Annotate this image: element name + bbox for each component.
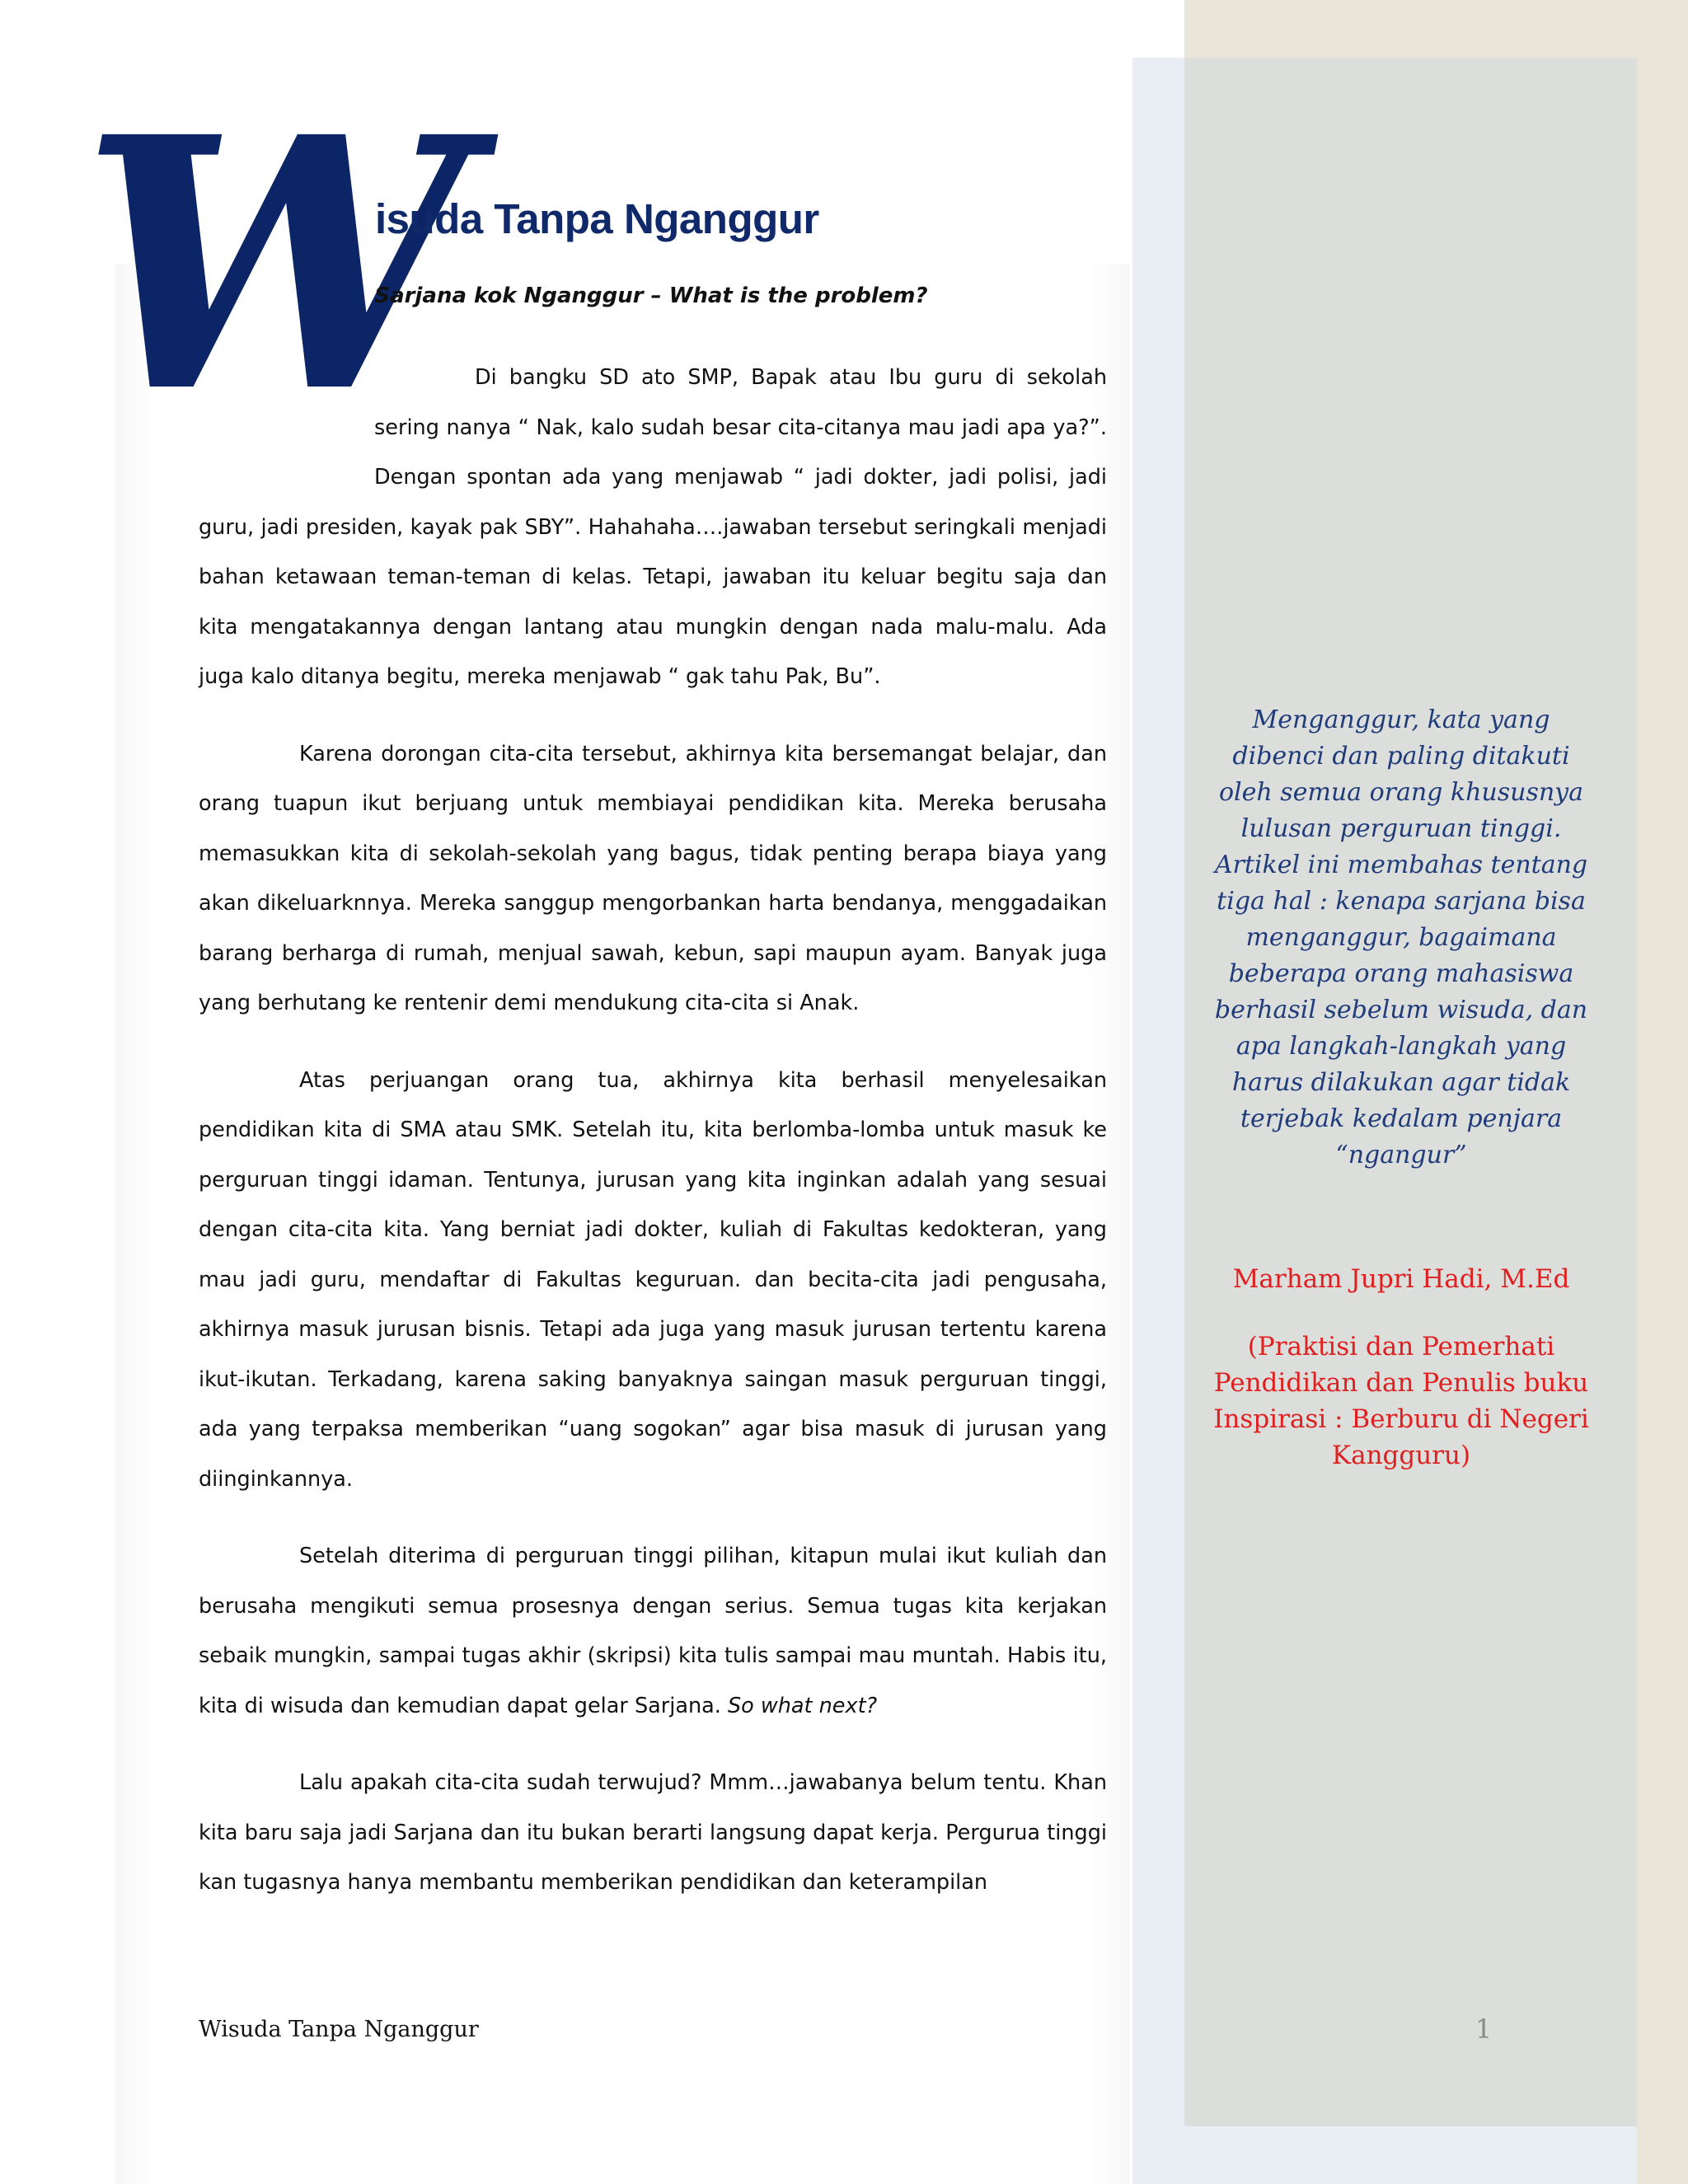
- drop-cap: W: [81, 63, 470, 469]
- article-subtitle: Sarjana kok Nganggur – What is the problem?: [374, 284, 928, 308]
- paragraph-3: Atas perjuangan orang tua, akhirnya kita berhasil menyelesaikan pendidikan kita di SMA atau SMK. Setelah itu, kita berlomba-lomba untuk masuk ke perguruan tinggi idaman. Tentunya, jurusan yang kita inginkan adalah yang sesuai dengan cita-cita kita. Yang berniat jadi dokter, kuliah di Fakultas kedokteran, yang mau jadi guru, mendaftar di Fakultas keguruan. dan becita-cita jadi pengusaha, akhirnya masuk jurusan bisnis. Tetapi ada juga yang masuk jurusan tertentu karena ikut-ikutan. Terkadang, karena saking banyaknya saingan masuk perguruan tinggi, ada yang terpaksa memberikan “uang sogokan” agar bisa masuk di jurusan yang diinginkannya.: [199, 1067, 1107, 1492]
- author-description: (Praktisi dan Pemerhati Pendidikan dan Penulis buku Inspirasi : Berburu di Negeri Kangguru): [1213, 1332, 1589, 1470]
- paragraph-5: Lalu apakah cita-cita sudah terwujud? Mmm…jawabanya belum tentu. Khan kita baru saja jadi Sarjana dan itu bukan berarti langsung dapat kerja. Pergurua tinggi kan tugasnya hanya membantu memberikan pendidikan dan keterampilan: [199, 1770, 1107, 1895]
- drop-cap-spacer: [199, 353, 374, 501]
- paragraph-1-text: Di bangku SD ato SMP, Bapak atau Ibu guru di sekolah sering nanya “ Nak, kalo sudah besar cita-citanya mau jadi apa ya?”. Dengan spontan ada yang menjawab “ jadi dokter, jadi polisi, jadi guru, jadi presiden, kayak pak SBY”. Hahahaha….jawaban tersebut seringkali menjadi bahan ketawaan teman-teman di kelas. Tetapi, jawaban itu keluar begitu saja dan kita mengatakannya dengan lantang atau mungkin dengan nada malu-malu. Ada juga kalo ditanya begitu, mereka menjawab “ gak tahu Pak, Bu”.: [199, 365, 1107, 689]
- page-number: 1: [1475, 2013, 1493, 2045]
- article-title: isuda Tanpa Nganggur: [375, 195, 819, 242]
- footer-title: Wisuda Tanpa Nganggur: [199, 2017, 479, 2042]
- article-abstract: Menganggur, kata yang dibenci dan paling ditakuti oleh semua orang khususnya lulusan perguruan tinggi. Artikel ini membahas tentang tiga hal : kenapa sarjana bisa menganggur, bagaimana beberapa orang mahasiswa berhasil sebelum wisuda, dan apa langkah-langkah yang harus dilakukan agar tidak terjebak kedalam penjara “ngangur”: [1214, 705, 1588, 1169]
- paragraph-4: [199, 1531, 1107, 1731]
- author-name: Marham Jupri Hadi, M.Ed: [1232, 1264, 1570, 1294]
- paragraph-4-text: Setelah diterima di perguruan tinggi pilihan, kitapun mulai ikut kuliah dan berusaha mengikuti semua prosesnya dengan serius. Semua tugas kita kerjakan sebaik mungkin, sampai tugas akhir (skripsi) kita tulis sampai mau muntah. Habis itu, kita di wisuda dan kemudian dapat gelar Sarjana.: [199, 1544, 1107, 1718]
- article-body: [199, 353, 1107, 1935]
- paragraph-2: Karena dorongan cita-cita tersebut, akhirnya kita bersemangat belajar, dan orang tuapun ikut berjuang untuk membiayai pendidikan kita. Mereka berusaha memasukkan kita di sekolah-sekolah yang bagus, tidak penting berapa biaya yang akan dikeluarknnya. Mereka sanggup mengorbankan harta bendanya, menggadaikan barang berharga di rumah, menjual sawah, kebun, sapi maupun ayam. Banyak juga yang berhutang ke rentenir demi mendukung cita-cita si Anak.: [199, 741, 1107, 1015]
- paragraph-4-italic: So what next?: [727, 1693, 878, 1718]
